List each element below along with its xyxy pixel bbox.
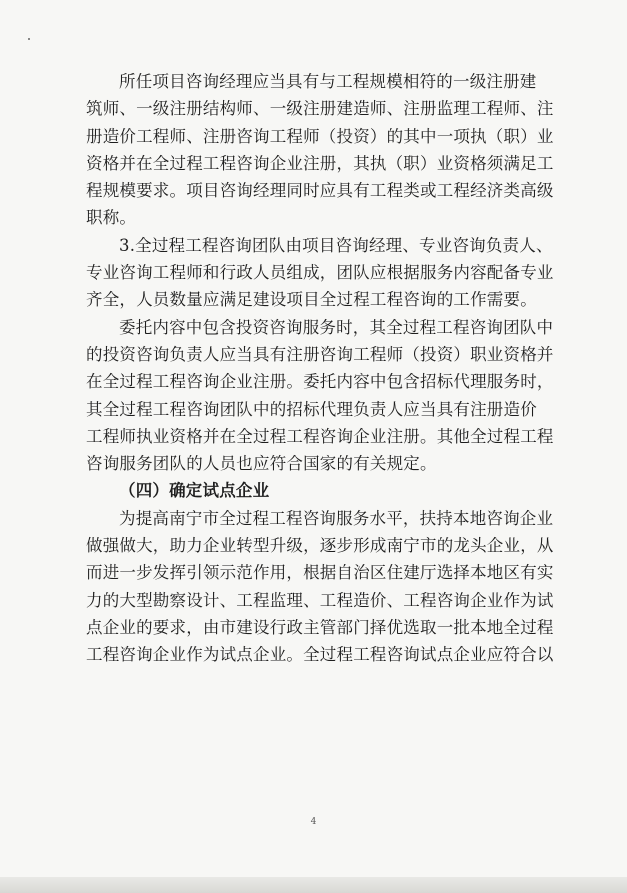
scan-bottom-edge	[0, 877, 627, 893]
scan-speck	[28, 38, 30, 40]
paragraph-team-composition: 3.全过程工程咨询团队由项目咨询经理、专业咨询负责人、 专业咨询工程师和行政人员组成，团队应根据服务内容配备专业 齐全，人员数量应满足建设项目全过程工程咨询的工作需要。	[86, 235, 554, 310]
paragraph-entrusted-content: 委托内容中包含投资咨询服务时，其全过程工程咨询团队中 的投资咨询负责人应当具有注册咨询工程师（投资）职业资格并 在全过程工程咨询企业注册。委托内容中包含招标代理服务时， 其全过程工程咨询团队中的招标代理负责人应当具有注册造价 工程师执业资格并在全过程工程咨询企业注册。其他全过程工程 咨询服务团队的人员也应符合国家的有关规定。	[86, 317, 554, 474]
section-heading-pilot-enterprises: （四）确定试点企业	[119, 481, 270, 501]
page-number: 4	[310, 817, 317, 827]
paragraph-manager-qualification: 所任项目咨询经理应当具有与工程规模相符的一级注册建 筑师、一级注册结构师、一级注册建造师、注册监理工程师、注 册造价工程师、注册咨询工程师（投资）的其中一项执（职）业 资格并在全过程工程咨询企业注册，其执（职）业资格须满足工 程规模要求。项目咨询经理同时应具有工程类或工程经济类高级 职称。	[86, 72, 554, 228]
paragraph-pilot-enterprises: 为提高南宁市全过程工程咨询服务水平，扶持本地咨询企业 做强做大，助力企业转型升级，逐步形成南宁市的龙头企业，从 而进一步发挥引领示范作用，根据自治区住建厅选择本地区有实 力的大型勘察设计、工程监理、工程造价、工程咨询企业作为试 点企业的要求，由市建设行政主管部门择优选取一批本地全过程 工程咨询企业作为试点企业。全过程工程咨询试点企业应符合以	[86, 508, 554, 665]
body-text	[86, 68, 560, 669]
